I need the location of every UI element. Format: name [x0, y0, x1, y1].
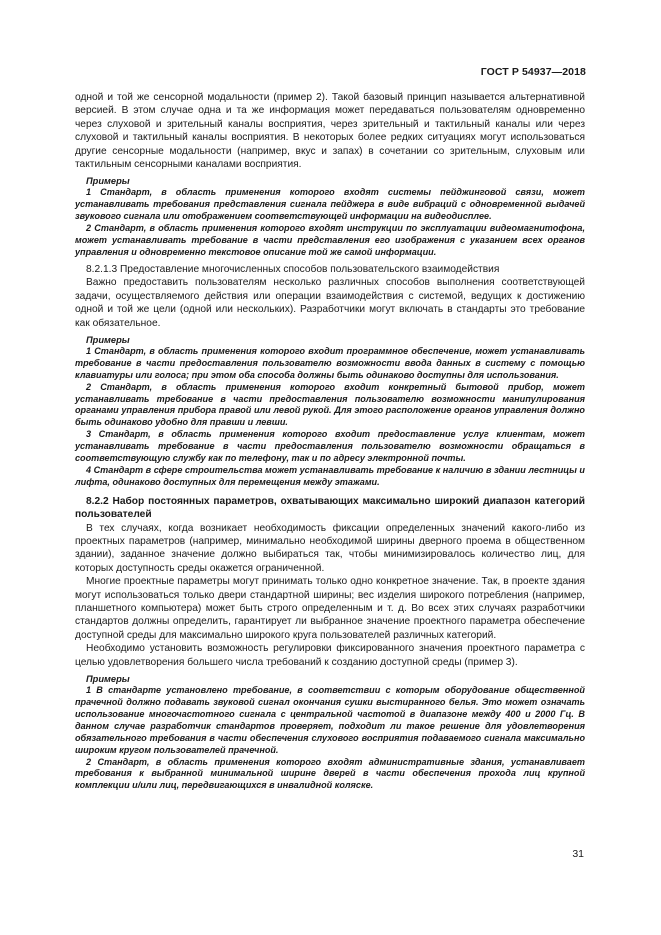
examples-title: Примеры [86, 334, 130, 345]
example-item: 3 Стандарт, в область применения которого входит предоставление услуг клиентам, может устанавливать требование в части предоставления пользователю возможности обращаться в соответствующую службу как по телефону, так и по адресу электронной почты. [75, 429, 585, 464]
page-number: 31 [572, 848, 584, 860]
examples-title: Примеры [86, 674, 130, 685]
section-heading-8213: 8.2.1.3 Предоставление многочисленных способов пользовательского взаимодействия [86, 263, 500, 275]
section-heading-822: 8.2.2 Набор постоянных параметров, охватывающих максимально широкий диапазон категорий пользователей [75, 495, 585, 521]
example-item: 2 Стандарт, в область применения которого входят инструкции по эксплуатации видеомагнитофона, может устанавливать требование в части представления его изображения с указанием всех органов управления и одновременно текстовое описание той же самой информации. [75, 223, 585, 257]
intro-paragraph: одной и той же сенсорной модальности (пример 2). Такой базовый принцип называется альтернативной версией. В этом случае одна и та же информация может передаваться пользователям одновременно через слуховой и зрительный каналы восприятия, через зрительный и тактильный каналы или через слуховой и тактильный каналы восприятия. В некоторых более редких ситуациях могут использоваться другие сенсорные модальности (например, вкус и запах) в сочетании со зрительным, слуховым или тактильным сенсорными каналами восприятия. [75, 92, 585, 171]
section-paragraph: Необходимо установить возможность регулировки фиксированного значения проектного параметра с целью удовлетворения большего числа требований к созданию доступной среды (пример 3). [75, 643, 585, 668]
example-item: 2 Стандарт, в область применения которого входит конкретный бытовой прибор, может устанавливать требование в части предоставления пользователю возможности манипулирования органами управления прибора правой или левой рукой. Для этого расположение органов управления должно быть одинаково удобно для правши и левши. [75, 381, 585, 428]
section-paragraph: В тех случаях, когда возникает необходимость фиксации определенных значений какого-либо из проектных параметров (например, минимально необходимой ширины дверного проема в общественном здании), заданное значение должно выбираться так, чтобы минимизировалось количество лиц, для которых доступность среды окажется ограниченной. [75, 522, 585, 574]
document-code: ГОСТ Р 54937—2018 [480, 66, 586, 78]
example-item: 1 Стандарт, в область применения которого входят системы пейджинговой связи, может устанавливать требования представления сигнала пейджера в виде вибраций с одновременной выдачей звукового сигнала или отображением соответствующей информации на видеодисплее. [75, 187, 585, 222]
example-item: 1 Стандарт, в область применения которого входит программное обеспечение, может устанавливать требование в части предоставления пользователю возможности ввода данных в систему с помощью клавиатуры или голоса; при этом оба способа должны быть одинаково доступны для использования. [75, 345, 585, 380]
example-item: 1 В стандарте установлено требование, в соответствии с которым оборудование общественной прачечной должно подавать звуковой сигнал окончания сушки выстиранного белья. Это может означать использование многочастотного сигнала с центральной частотой в диапазоне между 400 и 2000 Гц. В данном случае разработчик стандартов проверяет, подходит ли такое решение для удовлетворения обязательного требования в части обеспечения слухового восприятия подаваемого сигнала максимально широким кругом пользователей прачечной. [75, 685, 585, 755]
section-paragraph: Многие проектные параметры могут принимать только одно конкретное значение. Так, в проекте здания могут использоваться только двери стандартной ширины; вес изделия широкого потребления (например, планшетного компьютера) может быть строго определенным и т. д. Во всех этих случаях разработчики стандартов должны определить, гарантирует ли выбранное значение проектного параметра обеспечение доступной среды для максимально широкого круга пользователей различных категорий. [75, 576, 585, 641]
example-item: 2 Стандарт, в область применения которого входят административные здания, устанавливает требования к выбранной минимальной ширине дверей в части обеспечения прохода лиц крупной комплекции и/или лиц, передвигающихся в инвалидной коляске. [75, 756, 585, 791]
page-content [75, 91, 585, 792]
examples-title: Примеры [86, 176, 130, 187]
example-item: 4 Стандарт в сфере строительства может устанавливать требование к наличию в здании лестницы и лифта, одинаково доступных для перемещения между этажами. [75, 464, 585, 487]
section-paragraph: Важно предоставить пользователям несколько различных способов выполнения соответствующей задачи, осуществляемого действия или операции взаимодействия с системой, ведущих к достижению одной и той же цели (одной или нескольких). Разработчики могут включать в стандарты это требование как обязательное. [75, 277, 585, 329]
